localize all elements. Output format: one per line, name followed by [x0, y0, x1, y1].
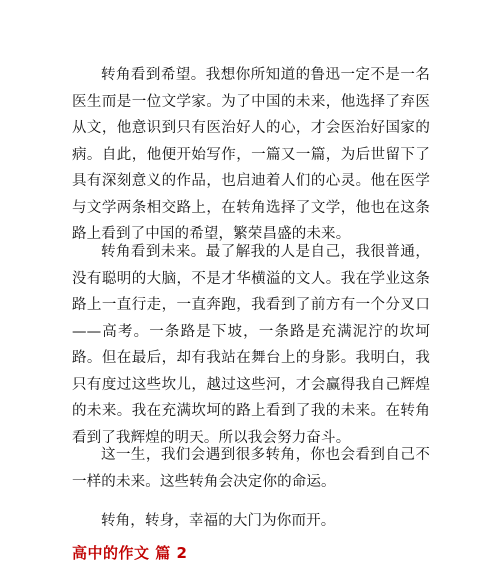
essay-paragraph-destiny: 这一生，我们会遇到很多转角，你也会看到自己不一样的未来。这些转角会决定你的命运。: [72, 447, 430, 490]
next-essay-heading: 高中的作文 篇 2: [72, 544, 188, 562]
essay-paragraph-hope: 转角看到希望。我想你所知道的鲁迅一定不是一名医生而是一位文学家。为了中国的未来，他选择了弃医从文，他意识到只有医治好人的心，才会医治好国家的病。自此，他便开始写作，一篇又一篇，为后世留下了具有深刻意义的作品，也启迪着人们的心灵。他在医学与文学两条相交路上，在转角选择了文学，他也在这条路上看到了中国的希望，繁荣昌盛的未来。: [72, 67, 430, 242]
essay-paragraph-closing: 转角，转身，幸福的大门为你而开。: [101, 513, 336, 529]
essay-paragraph-future: 转角看到未来。最了解我的人是自己，我很普通，没有聪明的大脑，不是才华横溢的文人。我在学业这条路上一直行走，一直奔跑，我看到了前方有一个分叉口——高考。一条路是下坡，一条路是充满泥泞的坎坷路。但在最后，却有我站在舞台上的身影。我明白，我只有度过这些坎儿，越过这些河，才会赢得我自己辉煌的未来。我在充满坎坷的路上看到了我的未来。在转角看到了我辉煌的明天。所以我会努力奋斗。: [72, 244, 430, 446]
